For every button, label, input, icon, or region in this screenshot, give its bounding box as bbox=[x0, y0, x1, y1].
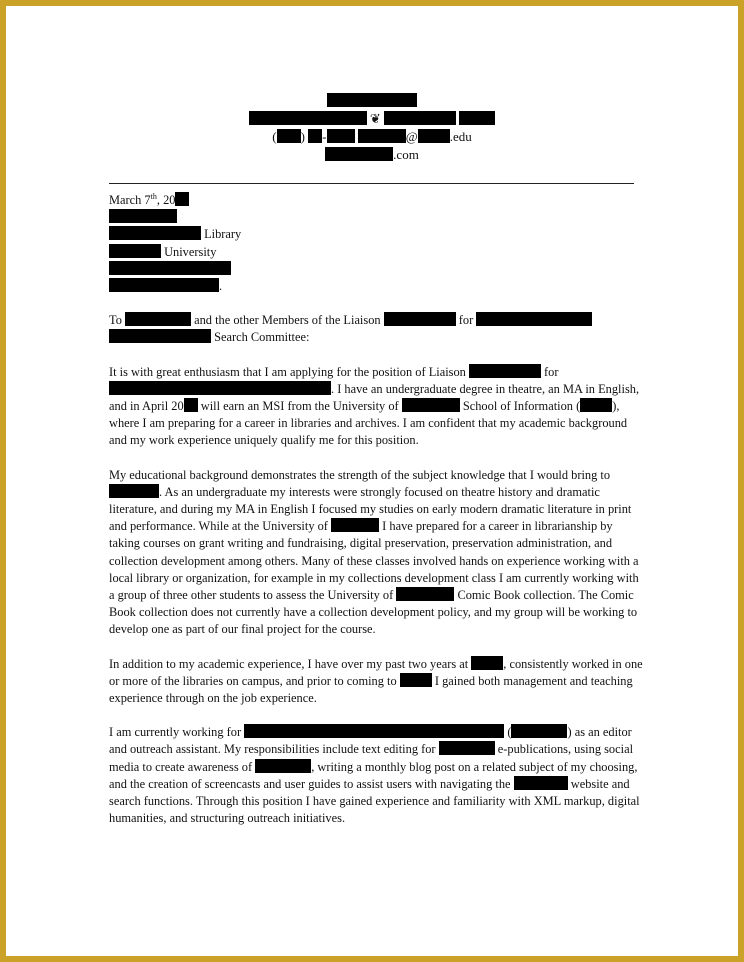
p4-text-e: , writing a monthly blog post on a related subject of my choosing, and the creation of screencasts and user guides to assist users with navigating the bbox=[109, 759, 638, 791]
redacted-name bbox=[125, 312, 191, 326]
fleuron-icon: ❦ bbox=[369, 111, 381, 126]
redacted-library-name bbox=[109, 226, 201, 240]
p2-text-d: Comic Book collection. The Comic Book collection does not currently have a collection development policy, and my group will be working to develop one as part of our final project for the course. bbox=[109, 588, 638, 637]
redacted-institution bbox=[471, 656, 503, 670]
phone-dash: - bbox=[322, 129, 327, 144]
redacted-website bbox=[325, 147, 393, 161]
date-text: March 7 bbox=[109, 193, 151, 207]
redacted-university bbox=[331, 518, 379, 532]
redacted-zip bbox=[459, 111, 495, 125]
date-suffix: th bbox=[150, 191, 157, 201]
p3-text-c: I gained both management and teaching experience through on the job experience. bbox=[109, 673, 633, 706]
p4-text-d: e-publications, using social media to create awareness of bbox=[109, 742, 634, 774]
redacted-year bbox=[184, 398, 198, 412]
p2-text-a: My educational background demonstrates the strength of the subject knowledge that I would bring to bbox=[109, 467, 611, 482]
letterhead bbox=[6, 92, 738, 164]
redacted-city-state bbox=[109, 278, 219, 292]
redacted-position bbox=[469, 364, 541, 378]
date-year: , 20 bbox=[156, 193, 176, 207]
paragraph-1 bbox=[109, 364, 644, 450]
phone-open-paren: ( bbox=[272, 129, 277, 144]
p2-text-b: . As an undergraduate my interests were strongly focused on theatre history and dramatic literature, and during my MA in English I focused my studies on early modern dramatic literature in print and performance. While at the University of bbox=[109, 484, 632, 534]
redacted-department bbox=[476, 312, 592, 326]
address-line-5 bbox=[109, 278, 644, 295]
p1-text-f: ), where I am preparing for a career in libraries and archives. I am confident that my academic background and my work experience uniquely qualify me for this position. bbox=[109, 399, 628, 448]
address-line-1 bbox=[109, 209, 644, 226]
p4-text-c: ) as an editor and outreach assistant. My responsibilities include text editing for bbox=[109, 725, 632, 757]
p1-text-e: School of Information ( bbox=[459, 399, 581, 414]
redacted-employer-acronym bbox=[255, 759, 311, 773]
redacted-institution bbox=[109, 484, 159, 498]
p3-text-b: , consistently worked in one or more of the libraries on campus, and prior to coming to bbox=[109, 656, 643, 688]
redacted-year bbox=[175, 192, 189, 206]
redacted-institution bbox=[400, 673, 432, 687]
redacted-employer-acronym bbox=[514, 776, 568, 790]
redacted-university-name bbox=[109, 244, 161, 258]
email-at: @ bbox=[405, 129, 418, 144]
redacted-phone-suffix bbox=[327, 129, 355, 143]
university-label: University bbox=[161, 244, 217, 259]
paragraph-2 bbox=[109, 467, 644, 639]
p4-text-a: I am currently working for bbox=[109, 725, 245, 740]
redacted-name bbox=[327, 93, 417, 107]
redacted-street-address bbox=[109, 261, 231, 275]
letter-body bbox=[109, 192, 644, 828]
p4-text-b: ( bbox=[504, 725, 512, 740]
p2-text-c: I have prepared for a career in librarianship by taking courses on grant writing and fundraising, digital preservation, preservation administration, and collection development among others. Many of these classes involved hands on experience working with a local library or organization, for example in my collections development class I am currently working with a group of three other students to assess the University of bbox=[109, 519, 639, 603]
p3-text-a: In addition to my academic experience, I have over my past two years at bbox=[109, 656, 472, 671]
p1-text-b: for bbox=[540, 364, 559, 379]
email-edu: .edu bbox=[449, 129, 472, 144]
p1-text-d: will earn an MSI from the University of bbox=[197, 399, 402, 414]
redacted-email-domain bbox=[418, 129, 450, 143]
p1-text-a: It is with great enthusiasm that I am applying for the position of Liaison bbox=[109, 364, 469, 379]
redacted-employer-acronym bbox=[439, 741, 495, 755]
address-line-3 bbox=[109, 244, 644, 261]
paragraph-4 bbox=[109, 724, 644, 827]
redacted-university bbox=[402, 398, 460, 412]
salutation-to: To bbox=[109, 313, 125, 328]
address-line-4 bbox=[109, 261, 644, 278]
website-com: .com bbox=[393, 147, 419, 162]
redacted-email-user bbox=[358, 129, 406, 143]
salutation-for: for bbox=[455, 313, 477, 328]
redacted-employer-acronym bbox=[511, 724, 567, 738]
redacted-school bbox=[580, 398, 612, 412]
salutation-middle: and the other Members of the Liaison bbox=[191, 313, 384, 328]
redacted-department bbox=[109, 381, 331, 395]
address-line-2 bbox=[109, 226, 644, 243]
redacted-phone-prefix bbox=[308, 129, 322, 143]
redacted-department-2 bbox=[109, 329, 211, 343]
phone-close-paren: ) bbox=[300, 129, 305, 144]
redacted-position bbox=[384, 312, 456, 326]
paragraph-3 bbox=[109, 656, 644, 708]
redacted-street bbox=[249, 111, 367, 125]
header-rule bbox=[109, 183, 634, 184]
date-line bbox=[109, 192, 644, 209]
address-period: . bbox=[219, 279, 223, 294]
redacted-recipient bbox=[109, 209, 177, 223]
redacted-employer bbox=[244, 724, 504, 738]
redacted-area-code bbox=[277, 129, 301, 143]
redacted-city bbox=[384, 111, 456, 125]
library-label: Library bbox=[201, 227, 242, 242]
p4-text-f: website and search functions. Through this position I have gained experience and familiarity with XML markup, digital humanities, and structuring outreach initiatives. bbox=[109, 776, 640, 826]
salutation bbox=[109, 312, 644, 346]
salutation-tail: Search Committee: bbox=[211, 330, 310, 345]
p1-text-c: . I have an undergraduate degree in theatre, an MA in English, and in April 20 bbox=[109, 381, 640, 414]
redacted-university bbox=[396, 587, 454, 601]
